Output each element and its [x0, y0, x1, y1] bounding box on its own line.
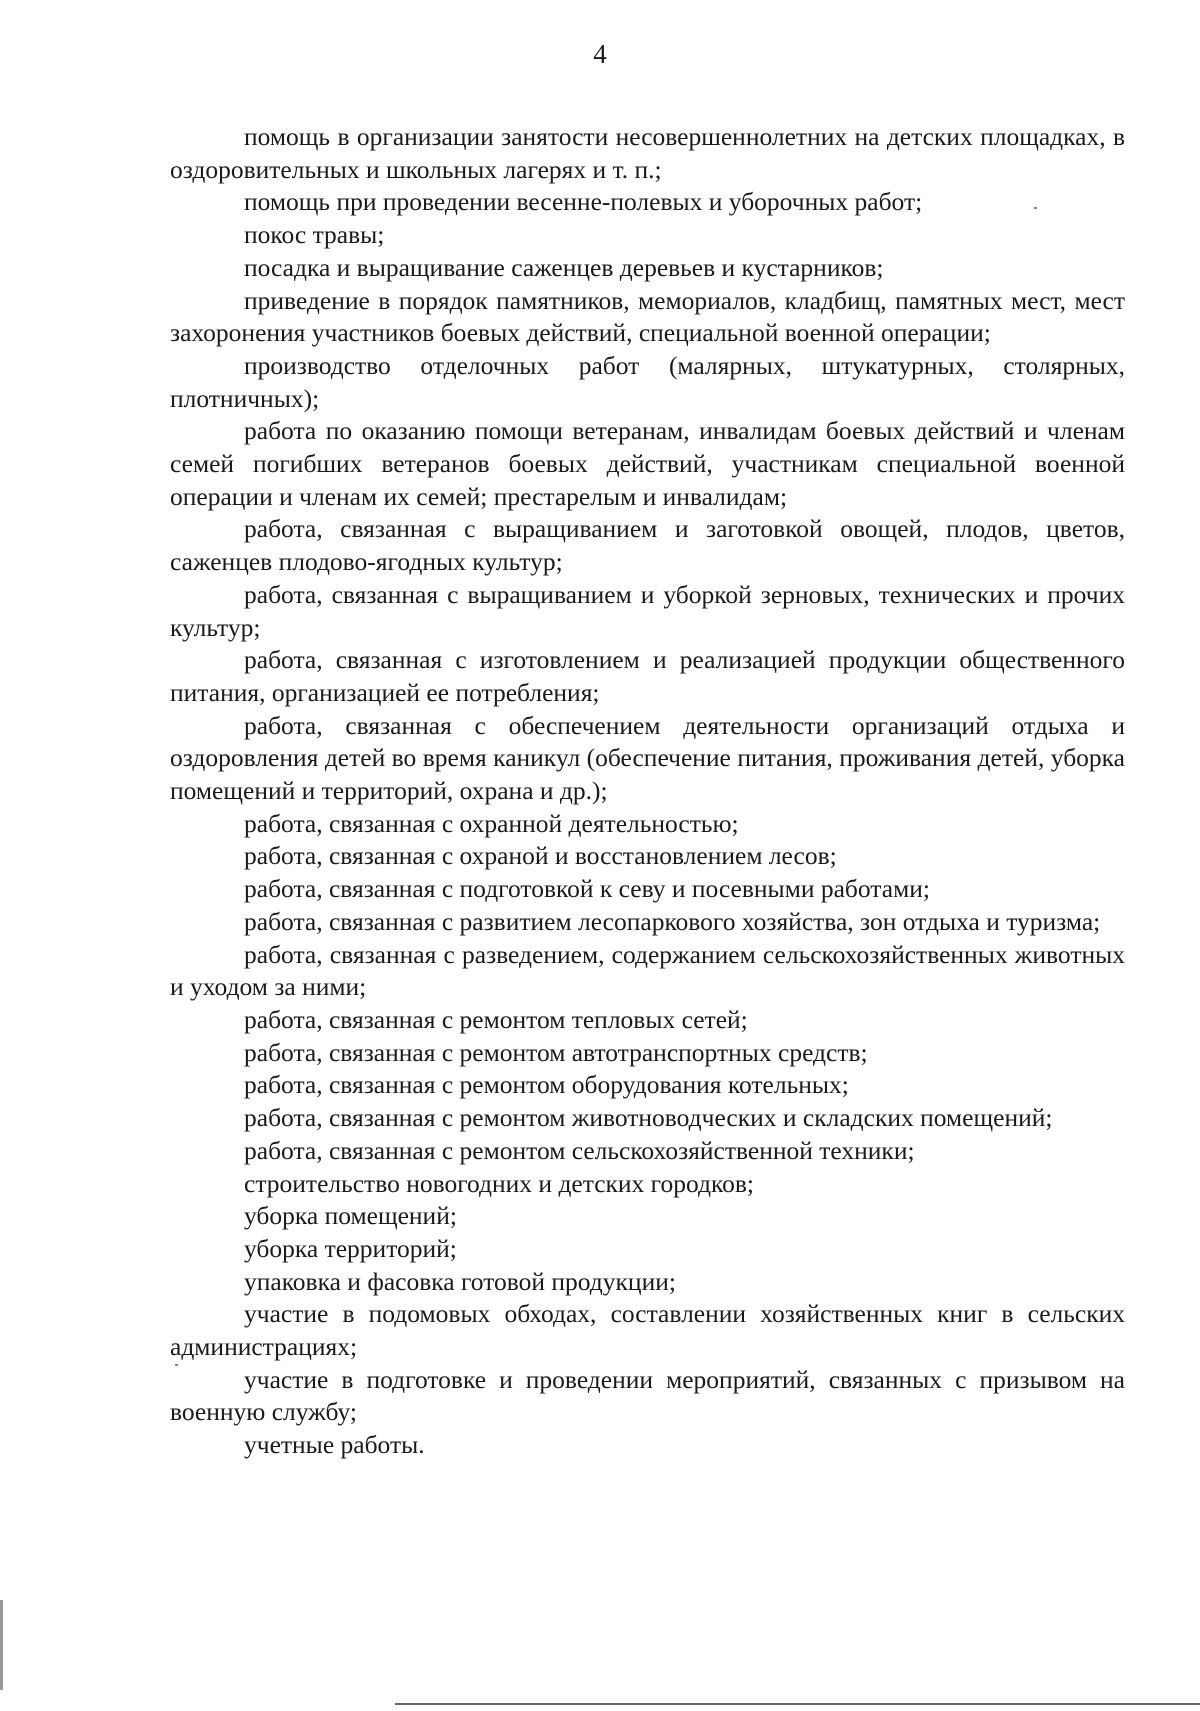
scan-bottom-line — [395, 1703, 1200, 1705]
list-item: работа, связанная с охранной деятельностью; — [244, 808, 739, 838]
list-item: работа, связанная с охраной и восстановлением лесов; — [244, 841, 837, 871]
page-number: 4 — [593, 39, 607, 69]
list-item: работа, связанная с ремонтом автотранспортных средств; — [244, 1037, 868, 1067]
document-body — [170, 121, 1125, 1462]
list-item: работа, связанная с ремонтом сельскохозяйственной техники; — [244, 1135, 915, 1165]
list-item: покос травы; — [244, 220, 385, 250]
list-item: учетные работы. — [244, 1430, 425, 1460]
list-item: работа, связанная с развитием лесопаркового хозяйства, зон отдыха и туризма; — [244, 906, 1101, 936]
scan-speck — [175, 1364, 178, 1366]
list-item: работа, связанная с выращиванием и заготовкой овощей, плодов, цветов, саженцев плодово-ягодных культур; — [170, 514, 1125, 577]
list-item: работа, связанная с подготовкой к севу и посевными работами; — [244, 874, 930, 904]
list-item: уборка территорий; — [244, 1233, 457, 1263]
list-item: производство отделочных работ (малярных, штукатурных, столярных, плотничных); — [170, 350, 1125, 413]
list-item: работа, связанная с ремонтом тепловых сетей; — [244, 1004, 748, 1034]
scan-speck — [1034, 207, 1037, 209]
list-item: работа, связанная с обеспечением деятельности организаций отдыха и оздоровления детей во время каникул (обеспечение питания, проживания детей, уборка помещений и территорий, охрана и др.); — [170, 710, 1125, 806]
list-item: работа, связанная с изготовлением и реализацией продукции общественного питания, организацией ее потребления; — [170, 645, 1125, 707]
list-item: помощь при проведении весенне-полевых и уборочных работ; — [244, 187, 923, 217]
list-item: работа по оказанию помощи ветеранам, инвалидам боевых действий и членам семей погибших ветеранов боевых действий, участникам специальной военной операции и членам их семей; престарелым и инвалидам; — [170, 416, 1125, 511]
list-item: строительство новогодних и детских городков; — [244, 1168, 754, 1198]
list-item: работа, связанная с разведением, содержанием сельскохозяйственных животных и уходом за ними; — [170, 939, 1125, 1002]
scan-edge-mark — [0, 1600, 3, 1690]
list-item: приведение в порядок памятников, мемориалов, кладбищ, памятных мест, мест захоронения участников боевых действий, специальной военной операции; — [170, 285, 1125, 348]
list-item: работа, связанная с выращиванием и уборкой зерновых, технических и прочих культур; — [170, 579, 1125, 642]
list-item: работа, связанная с ремонтом животноводческих и складских помещений; — [244, 1103, 1053, 1133]
list-item: посадка и выращивание саженцев деревьев и кустарников; — [244, 252, 884, 282]
list-item: участие в подомовых обходах, составлении хозяйственных книг в сельских администрациях; — [170, 1299, 1125, 1362]
list-item: уборка помещений; — [244, 1201, 457, 1231]
list-item: участие в подготовке и проведении мероприятий, связанных с призывом на военную службу; — [170, 1364, 1125, 1427]
list-item: упаковка и фасовка готовой продукции; — [244, 1266, 676, 1296]
list-item: работа, связанная с ремонтом оборудования котельных; — [244, 1070, 849, 1100]
list-item: помощь в организации занятости несовершеннолетних на детских площадках, в оздоровительных и школьных лагерях и т. п.; — [170, 122, 1125, 184]
